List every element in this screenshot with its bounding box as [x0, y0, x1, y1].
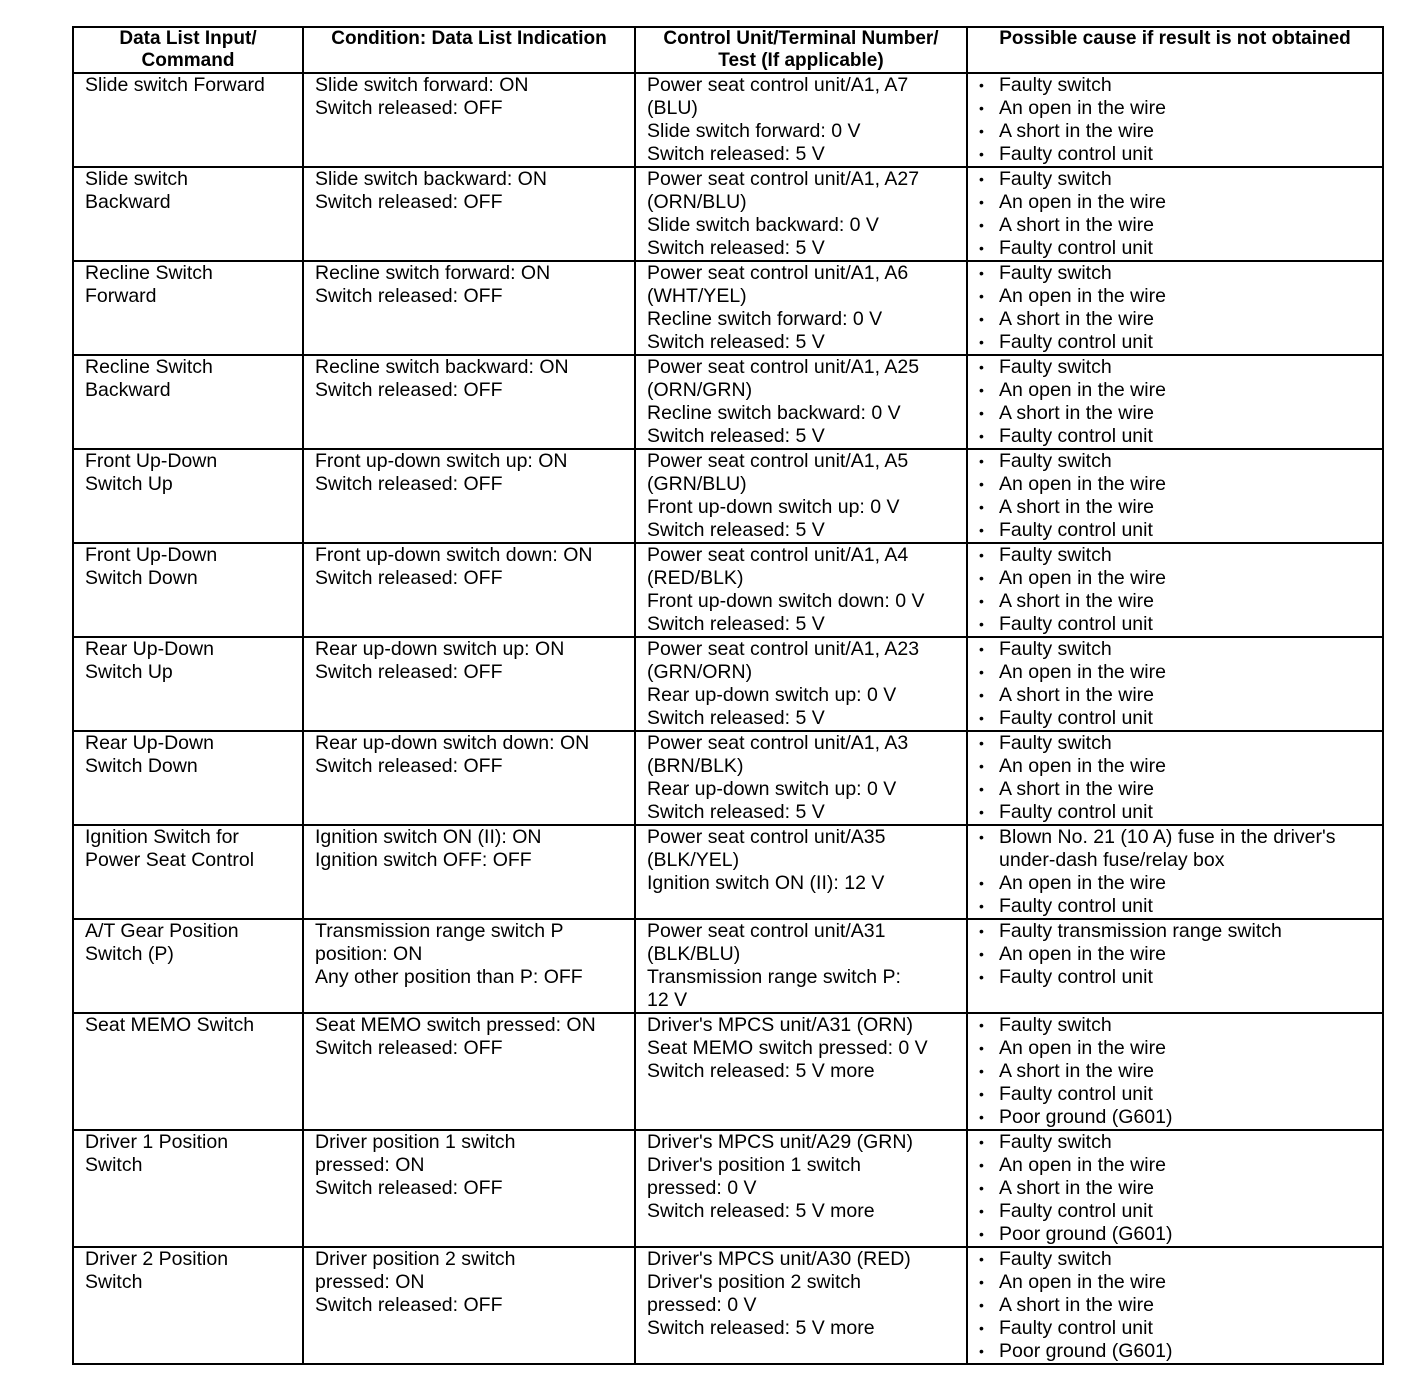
possible-cause-cell	[967, 167, 1383, 261]
input-command-cell-line: Driver 2 Position	[85, 1248, 229, 1270]
terminal-cell-line: Rear up-down switch up: 0 V	[647, 684, 897, 706]
table-row	[73, 355, 1383, 449]
terminal-cell-line: Power seat control unit/A1, A27	[647, 168, 920, 190]
input-command-cell	[73, 1013, 303, 1130]
input-command-cell-line: Switch	[85, 1271, 143, 1293]
terminal-cell-line: (ORN/BLU)	[647, 191, 747, 213]
terminal-cell-line: Seat MEMO switch pressed: 0 V	[647, 1037, 928, 1059]
terminal-cell	[635, 919, 967, 1013]
condition-cell-line: Front up-down switch down: ON	[315, 544, 593, 566]
cause-item: • Faulty control unit	[974, 613, 1376, 636]
data-list-table	[72, 26, 1384, 1365]
input-command-cell	[73, 637, 303, 731]
terminal-cell-line: Power seat control unit/A1, A7	[647, 74, 909, 96]
cause-item: • Faulty transmission range switch	[974, 920, 1376, 943]
cause-item: • Faulty control unit	[974, 801, 1376, 824]
condition-cell	[303, 355, 635, 449]
condition-cell-line: Ignition switch ON (II): ON	[315, 826, 542, 848]
condition-cell-line: Switch released: OFF	[315, 473, 503, 495]
terminal-cell	[635, 1247, 967, 1364]
terminal-cell-line: pressed: 0 V	[647, 1177, 757, 1199]
possible-cause-cell	[967, 261, 1383, 355]
terminal-cell-line: 12 V	[647, 989, 688, 1011]
terminal-cell-line: Recline switch backward: 0 V	[647, 402, 901, 424]
cause-item: • An open in the wire	[974, 1037, 1376, 1060]
cause-item: • An open in the wire	[974, 661, 1376, 684]
cause-item: • A short in the wire	[974, 120, 1376, 143]
condition-cell	[303, 1130, 635, 1247]
terminal-cell-line: Ignition switch ON (II): 12 V	[647, 872, 885, 894]
terminal-cell-line: Switch released: 5 V	[647, 425, 825, 447]
condition-cell-line: Driver position 2 switch	[315, 1248, 516, 1270]
condition-cell-line: Transmission range switch P	[315, 920, 564, 942]
input-command-cell-line: Ignition Switch for	[85, 826, 239, 848]
terminal-cell-line: Slide switch backward: 0 V	[647, 214, 879, 236]
input-command-cell-line: Slide switch	[85, 168, 188, 190]
cause-list	[974, 356, 1376, 448]
terminal-cell-line: (GRN/ORN)	[647, 661, 753, 683]
terminal-cell-line: Switch released: 5 V	[647, 237, 825, 259]
possible-cause-cell	[967, 731, 1383, 825]
cause-item: • Faulty switch	[974, 544, 1376, 567]
cause-item: • A short in the wire	[974, 778, 1376, 801]
table-row	[73, 1013, 1383, 1130]
condition-cell	[303, 543, 635, 637]
input-command-cell	[73, 543, 303, 637]
terminal-cell	[635, 825, 967, 919]
cause-item: • A short in the wire	[974, 590, 1376, 613]
condition-cell-line: pressed: ON	[315, 1154, 425, 1176]
terminal-cell	[635, 1013, 967, 1130]
condition-cell-line: Driver position 1 switch	[315, 1131, 516, 1153]
terminal-cell-line: (BRN/BLK)	[647, 755, 744, 777]
terminal-cell-line: Driver's MPCS unit/A31 (ORN)	[647, 1014, 913, 1036]
condition-cell-line: Recline switch forward: ON	[315, 262, 551, 284]
cause-list	[974, 1014, 1376, 1129]
condition-cell-line: Any other position than P: OFF	[315, 966, 583, 988]
input-command-cell	[73, 73, 303, 167]
possible-cause-cell	[967, 543, 1383, 637]
condition-cell	[303, 167, 635, 261]
input-command-cell-line: Switch (P)	[85, 943, 174, 965]
cause-item: • Poor ground (G601)	[974, 1340, 1376, 1363]
cause-list	[974, 638, 1376, 730]
terminal-cell-line: Switch released: 5 V more	[647, 1200, 875, 1222]
cause-list	[974, 920, 1376, 989]
header-condition: Condition: Data List Indication	[303, 27, 635, 73]
cause-item: • A short in the wire	[974, 214, 1376, 237]
cause-item: • Faulty control unit	[974, 331, 1376, 354]
terminal-cell-line: Power seat control unit/A1, A5	[647, 450, 909, 472]
terminal-cell	[635, 355, 967, 449]
terminal-cell-line: Transmission range switch P:	[647, 966, 901, 988]
condition-cell	[303, 449, 635, 543]
table-row	[73, 449, 1383, 543]
table-body	[73, 73, 1383, 1364]
possible-cause-cell	[967, 449, 1383, 543]
input-command-cell	[73, 731, 303, 825]
cause-item: • A short in the wire	[974, 402, 1376, 425]
condition-cell	[303, 825, 635, 919]
input-command-cell-line: Rear Up-Down	[85, 638, 214, 660]
condition-cell-line: Recline switch backward: ON	[315, 356, 569, 378]
condition-cell-line: pressed: ON	[315, 1271, 425, 1293]
condition-cell	[303, 919, 635, 1013]
terminal-cell-line: Slide switch forward: 0 V	[647, 120, 861, 142]
input-command-cell	[73, 825, 303, 919]
cause-item: • A short in the wire	[974, 1177, 1376, 1200]
cause-list	[974, 1131, 1376, 1246]
terminal-cell-line: Switch released: 5 V	[647, 519, 825, 541]
cause-item: • Faulty switch	[974, 74, 1376, 97]
cause-list	[974, 826, 1376, 918]
terminal-cell-line: Front up-down switch up: 0 V	[647, 496, 900, 518]
terminal-cell-line: (WHT/YEL)	[647, 285, 747, 307]
input-command-cell-line: Switch Up	[85, 473, 173, 495]
table-row	[73, 731, 1383, 825]
terminal-cell	[635, 261, 967, 355]
cause-item: • Faulty switch	[974, 1131, 1376, 1154]
condition-cell-line: Slide switch forward: ON	[315, 74, 529, 96]
header-possible-cause: Possible cause if result is not obtained	[967, 27, 1383, 73]
cause-item: • Faulty control unit	[974, 425, 1376, 448]
terminal-cell-line: (ORN/GRN)	[647, 379, 753, 401]
terminal-cell	[635, 637, 967, 731]
cause-item: • Blown No. 21 (10 A) fuse in the driver's under-dash fuse/relay box	[974, 826, 1376, 872]
condition-cell-line: Switch released: OFF	[315, 1177, 503, 1199]
header-input-command: Data List Input/ Command	[73, 27, 303, 73]
cause-list	[974, 262, 1376, 354]
possible-cause-cell	[967, 73, 1383, 167]
cause-item: • An open in the wire	[974, 379, 1376, 402]
table-row	[73, 261, 1383, 355]
possible-cause-cell	[967, 1247, 1383, 1364]
condition-cell	[303, 1247, 635, 1364]
terminal-cell	[635, 167, 967, 261]
header-row	[73, 27, 1383, 73]
cause-list	[974, 544, 1376, 636]
terminal-cell-line: Power seat control unit/A1, A3	[647, 732, 909, 754]
cause-item: • Faulty control unit	[974, 143, 1376, 166]
cause-item: • Faulty control unit	[974, 1083, 1376, 1106]
terminal-cell-line: Switch released: 5 V	[647, 331, 825, 353]
condition-cell-line: Switch released: OFF	[315, 379, 503, 401]
cause-item: • An open in the wire	[974, 97, 1376, 120]
terminal-cell	[635, 731, 967, 825]
condition-cell-line: Switch released: OFF	[315, 755, 503, 777]
condition-cell-line: Switch released: OFF	[315, 1294, 503, 1316]
table-row	[73, 1247, 1383, 1364]
cause-item: • An open in the wire	[974, 1154, 1376, 1177]
condition-cell-line: position: ON	[315, 943, 423, 965]
cause-item: • A short in the wire	[974, 1294, 1376, 1317]
table-row	[73, 825, 1383, 919]
cause-item: • A short in the wire	[974, 496, 1376, 519]
possible-cause-cell	[967, 637, 1383, 731]
terminal-cell-line: Power seat control unit/A1, A6	[647, 262, 909, 284]
cause-item: • Faulty switch	[974, 168, 1376, 191]
cause-list	[974, 732, 1376, 824]
cause-item: • An open in the wire	[974, 755, 1376, 778]
cause-item: • Faulty control unit	[974, 519, 1376, 542]
cause-item: • Faulty control unit	[974, 895, 1376, 918]
input-command-cell	[73, 261, 303, 355]
cause-item: • Faulty switch	[974, 1248, 1376, 1271]
condition-cell-line: Switch released: OFF	[315, 661, 503, 683]
cause-item: • A short in the wire	[974, 1060, 1376, 1083]
input-command-cell	[73, 1130, 303, 1247]
input-command-cell-line: A/T Gear Position	[85, 920, 239, 942]
condition-cell-line: Rear up-down switch up: ON	[315, 638, 565, 660]
table-row	[73, 543, 1383, 637]
terminal-cell-line: Front up-down switch down: 0 V	[647, 590, 925, 612]
cause-list	[974, 450, 1376, 542]
cause-item: • An open in the wire	[974, 943, 1376, 966]
cause-item: • Poor ground (G601)	[974, 1106, 1376, 1129]
possible-cause-cell	[967, 355, 1383, 449]
cause-item: • Poor ground (G601)	[974, 1223, 1376, 1246]
table-row	[73, 167, 1383, 261]
terminal-cell-line: Power seat control unit/A1, A4	[647, 544, 909, 566]
terminal-cell-line: Power seat control unit/A1, A25	[647, 356, 920, 378]
cause-item: • Faulty switch	[974, 450, 1376, 473]
possible-cause-cell	[967, 825, 1383, 919]
terminal-cell-line: (BLK/YEL)	[647, 849, 740, 871]
input-command-cell-line: Switch Down	[85, 755, 198, 777]
input-command-cell-line: Recline Switch	[85, 262, 213, 284]
terminal-cell-line: Switch released: 5 V	[647, 143, 825, 165]
condition-cell	[303, 637, 635, 731]
terminal-cell-line: (BLK/BLU)	[647, 943, 741, 965]
input-command-cell-line: Power Seat Control	[85, 849, 255, 871]
cause-list	[974, 74, 1376, 166]
cause-item: • Faulty switch	[974, 356, 1376, 379]
input-command-cell-line: Forward	[85, 285, 157, 307]
input-command-cell-line: Rear Up-Down	[85, 732, 214, 754]
condition-cell-line: Switch released: OFF	[315, 285, 503, 307]
terminal-cell-line: Switch released: 5 V more	[647, 1060, 875, 1082]
table-row	[73, 1130, 1383, 1247]
condition-cell-line: Switch released: OFF	[315, 97, 503, 119]
terminal-cell	[635, 1130, 967, 1247]
input-command-cell-line: Recline Switch	[85, 356, 213, 378]
cause-item: • An open in the wire	[974, 191, 1376, 214]
terminal-cell-line: Driver's position 1 switch	[647, 1154, 861, 1176]
cause-item: • An open in the wire	[974, 1271, 1376, 1294]
terminal-cell	[635, 73, 967, 167]
cause-list	[974, 1248, 1376, 1363]
input-command-cell-line: Switch Down	[85, 567, 198, 589]
condition-cell-line: Rear up-down switch down: ON	[315, 732, 590, 754]
terminal-cell-line: Driver's MPCS unit/A29 (GRN)	[647, 1131, 913, 1153]
condition-cell	[303, 261, 635, 355]
terminal-cell-line: Driver's MPCS unit/A30 (RED)	[647, 1248, 911, 1270]
terminal-cell-line: Rear up-down switch up: 0 V	[647, 778, 897, 800]
condition-cell-line: Switch released: OFF	[315, 1037, 503, 1059]
table-row	[73, 637, 1383, 731]
input-command-cell	[73, 355, 303, 449]
input-command-cell-line: Seat MEMO Switch	[85, 1014, 255, 1036]
input-command-cell	[73, 449, 303, 543]
cause-item: • Faulty control unit	[974, 237, 1376, 260]
condition-cell	[303, 731, 635, 825]
condition-cell-line: Seat MEMO switch pressed: ON	[315, 1014, 596, 1036]
input-command-cell-line: Backward	[85, 191, 171, 213]
cause-item: • An open in the wire	[974, 473, 1376, 496]
condition-cell-line: Slide switch backward: ON	[315, 168, 547, 190]
cause-item: • Faulty switch	[974, 262, 1376, 285]
terminal-cell-line: Driver's position 2 switch	[647, 1271, 861, 1293]
possible-cause-cell	[967, 1130, 1383, 1247]
input-command-cell-line: Slide switch Forward	[85, 74, 265, 96]
input-command-cell	[73, 167, 303, 261]
cause-item: • Faulty control unit	[974, 966, 1376, 989]
cause-item: • Faulty control unit	[974, 1317, 1376, 1340]
condition-cell-line: Front up-down switch up: ON	[315, 450, 568, 472]
terminal-cell-line: (GRN/BLU)	[647, 473, 747, 495]
condition-cell-line: Switch released: OFF	[315, 567, 503, 589]
possible-cause-cell	[967, 919, 1383, 1013]
terminal-cell-line: (RED/BLK)	[647, 567, 744, 589]
cause-item: • Faulty switch	[974, 638, 1376, 661]
cause-item: • Faulty switch	[974, 1014, 1376, 1037]
terminal-cell-line: pressed: 0 V	[647, 1294, 757, 1316]
input-command-cell-line: Backward	[85, 379, 171, 401]
table-row	[73, 73, 1383, 167]
terminal-cell-line: Switch released: 5 V	[647, 707, 825, 729]
cause-item: • An open in the wire	[974, 872, 1376, 895]
input-command-cell	[73, 1247, 303, 1364]
table-row	[73, 919, 1383, 1013]
header-terminal: Control Unit/Terminal Number/ Test (If applicable)	[635, 27, 967, 73]
terminal-cell	[635, 543, 967, 637]
terminal-cell	[635, 449, 967, 543]
terminal-cell-line: Recline switch forward: 0 V	[647, 308, 883, 330]
terminal-cell-line: (BLU)	[647, 97, 698, 119]
condition-cell-line: Switch released: OFF	[315, 191, 503, 213]
terminal-cell-line: Power seat control unit/A1, A23	[647, 638, 920, 660]
input-command-cell-line: Front Up-Down	[85, 544, 218, 566]
cause-item: • Faulty control unit	[974, 1200, 1376, 1223]
cause-item: • A short in the wire	[974, 308, 1376, 331]
input-command-cell-line: Switch	[85, 1154, 143, 1176]
terminal-cell-line: Power seat control unit/A31	[647, 920, 886, 942]
terminal-cell-line: Switch released: 5 V	[647, 613, 825, 635]
condition-cell-line: Ignition switch OFF: OFF	[315, 849, 532, 871]
input-command-cell-line: Front Up-Down	[85, 450, 218, 472]
cause-item: • A short in the wire	[974, 684, 1376, 707]
condition-cell	[303, 73, 635, 167]
cause-item: • An open in the wire	[974, 567, 1376, 590]
input-command-cell-line: Switch Up	[85, 661, 173, 683]
input-command-cell	[73, 919, 303, 1013]
cause-item: • Faulty control unit	[974, 707, 1376, 730]
condition-cell	[303, 1013, 635, 1130]
cause-item: • Faulty switch	[974, 732, 1376, 755]
input-command-cell-line: Driver 1 Position	[85, 1131, 229, 1153]
terminal-cell-line: Switch released: 5 V	[647, 801, 825, 823]
terminal-cell-line: Power seat control unit/A35	[647, 826, 886, 848]
terminal-cell-line: Switch released: 5 V more	[647, 1317, 875, 1339]
cause-item: • An open in the wire	[974, 285, 1376, 308]
cause-list	[974, 168, 1376, 260]
possible-cause-cell	[967, 1013, 1383, 1130]
